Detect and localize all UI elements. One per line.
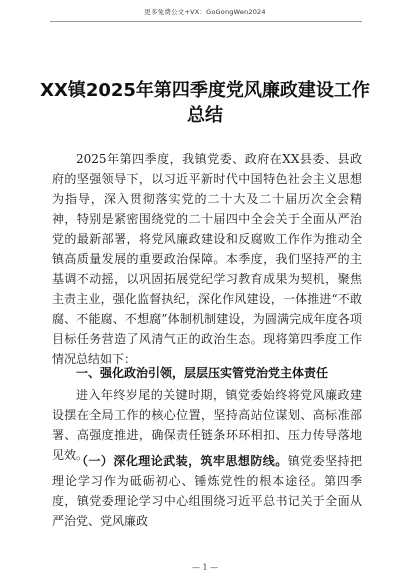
section-1-paragraph: 进入年终岁尾的关键时期，镇党委始终将党风廉政建设摆在全局工作的核心位置，坚持高站位谋划、高标准部署、高强度推进，确保责任链条环环相扣、压力传导落地见效。 <box>52 388 362 462</box>
subsection-1-text: 镇党委坚持把理论学习作为砥砺初心、锤炼党性的根本途径。第四季度，镇党委理论学习中心组围绕习近平总书记关于全面从严治党、党风廉政 <box>52 454 362 528</box>
header-divider <box>50 21 362 22</box>
subsection-1-heading: （一）深化理论武装，筑牢思想防线。 <box>76 454 288 468</box>
subsection-1-paragraph <box>52 451 362 531</box>
document-title: XX镇2025年第四季度党风廉政建设工作总结 <box>40 80 370 126</box>
intro-paragraph: 2025年第四季度，我镇党委、政府在XX县委、县政府的坚强领导下，以习近平新时代中国特色社会主义思想为指导，深入贯彻落实党的二十大及二十届历次全会精神，特别是紧密围绕党的二十届四中全会关于全面从严治党的最新部署，将党风廉政建设和反腐败工作作为推动全镇高质量发展的重要政治保障。本季度，我们坚持严的主基调不动摇，以巩固拓展党纪学习教育成果为契机，聚焦主责主业，强化监督执纪，深化作风建设，一体推进“不敢腐、不能腐、不想腐”体制机制建设，为圆满完成年度各项目标任务营造了风清气正的政治生态。现将第四季度工作情况总结如下： <box>52 152 362 366</box>
header-note: 更多免费公文+VX：GoGongWen2024 <box>144 8 266 16</box>
section-1-heading: 一、强化政治引领，层层压实管党治党主体责任 <box>76 366 329 380</box>
page-number: — 1 — <box>191 563 219 572</box>
